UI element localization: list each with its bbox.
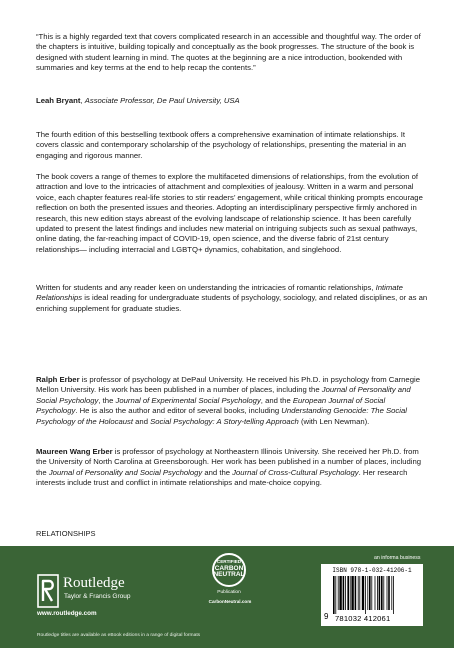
barcode-bar xyxy=(343,576,345,610)
barcode-bar xyxy=(387,576,388,610)
barcode-bar xyxy=(367,576,368,610)
barcode-bars xyxy=(333,576,419,614)
description-paragraph-2: The book covers a range of themes to explore the multifaceted dimensions of relationships, from the evolution of attraction and love to the intricacies of attachment and complexities of jealousy. Written in a warm and personal voice, each chapter features real-life stories to stir readers’ engagement, while critical thinking prompts encourage reflection on both the presented issues and theories. Adopting an interdisciplinary perspective firmly anchored in research, this new edition stays abreast of the evolving landscape of relationship science. It has been carefully updated to present the latest findings and includes new material on intriguing subjects such as sexual pathways, online dating, the far-reaching impact of COVID-19, open science, and the diverse fabric of 21st century relationships— including interracial and LGBTQ+ dynamics, cohabitation, and singlehood. xyxy=(36,172,423,254)
description-paragraph-3: Written for students and any reader keen on understanding the intricacies of romantic relationships, Intimate Relationships is ideal reading for undergraduate students of psychology, sociology, and related disciplines, or as an enriching supplement for graduate studies. xyxy=(36,283,428,313)
barcode-bar xyxy=(375,576,376,610)
description-paragraph-1: The fourth edition of this bestselling textbook offers a comprehensive examination of intimate relationships. It covers classic and contemporary scholarship of the psychology of relationships, presenting the material in an engaging and rigorous manner. xyxy=(36,130,407,160)
carbon-publication: Publication xyxy=(217,590,241,595)
author-bio-2: Maureen Wang Erber is professor of psychology at Northeastern Illinois University. She received her Ph.D. from the University of North Carolina at Greensborough. Her work has been published in a number of places, including the Journal of Personality and Social Psychology and the Journal of Cross-Cultural Psychology. Her research interests include trust and conflict in intimate relationships and mate-choice copying. xyxy=(36,447,422,488)
publisher-group: Taylor & Francis Group xyxy=(64,593,131,600)
ebook-note: Routledge titles are available as eBook editions in a range of digital formats xyxy=(37,633,201,638)
barcode-bar xyxy=(338,576,339,610)
author-name-2: Maureen Wang Erber xyxy=(36,447,113,456)
isbn-label: ISBN 978-1-032-41206-1 xyxy=(332,567,412,574)
routledge-logo xyxy=(37,574,167,617)
barcode-bar xyxy=(393,576,394,614)
carbon-certified: CERTIFIED xyxy=(216,559,242,564)
barcode-bar xyxy=(365,576,366,614)
routledge-r-icon xyxy=(37,574,59,608)
barcode-bar xyxy=(333,576,335,614)
barcode-bar xyxy=(345,576,346,610)
barcode-bar xyxy=(377,576,378,610)
barcode-bar xyxy=(359,576,360,610)
barcode-bar xyxy=(362,576,364,610)
barcode-bar xyxy=(391,576,392,610)
publisher-url: www.routledge.com xyxy=(37,610,97,617)
informa-tagline: an informa business xyxy=(374,555,421,561)
isbn-barcode xyxy=(321,564,423,626)
barcode-bar xyxy=(355,576,357,610)
barcode-bar xyxy=(351,576,353,610)
quote-author-role: Associate Professor, De Paul University, USA xyxy=(84,96,240,105)
barcode-bar xyxy=(371,576,372,610)
barcode-first-digit: 9 xyxy=(324,612,329,621)
barcode-bar xyxy=(381,576,383,610)
barcode-bar xyxy=(379,576,381,610)
subject-category: RELATIONSHIPS xyxy=(36,529,96,538)
carbon-url: CarbonNeutral.com xyxy=(208,599,252,604)
quote-attribution: Leah Bryant, Associate Professor, De Paul University, USA xyxy=(36,96,240,105)
barcode-bar xyxy=(347,576,349,610)
review-quote: “This is a highly regarded text that covers complicated research in an accessible and thoughtful way. The order of the chapters is intuitive, building topically and conceptually as the book progresses. The structure of the book is designed with student learning in mind. The quotes at the beginning are a nice introduction, bookended with summaries and key terms at the end to help recap the contents.” xyxy=(36,32,421,73)
barcode-digits: 781032 412061 xyxy=(335,614,391,623)
author-name-1: Ralph Erber xyxy=(36,375,80,384)
quote-author: Leah Bryant xyxy=(36,96,81,105)
barcode-bar xyxy=(383,576,384,610)
carbon-title: CARBON NEUTRAL xyxy=(213,565,245,578)
barcode-bar xyxy=(369,576,371,610)
carbon-neutral-badge xyxy=(206,553,256,623)
publisher-name: Routledge xyxy=(63,575,125,591)
book-title: Intimate Relationships xyxy=(36,283,403,303)
barcode-bar xyxy=(350,576,351,610)
author-bio-1: Ralph Erber is professor of psychology at DePaul University. He received his Ph.D. in psychology from Carnegie Mellon University. His work has been published in a number of places, including the Journal of Personality and Social Psychology, the Journal of Experimental Social Psychology, and the European Journal of Social Psychology. He is also the author and editor of several books, including Understanding Genocide: The Social Psychology of the Holocaust and Social Psychology: A Story-telling Approach (with Len Newman). xyxy=(36,375,420,426)
barcode-bar xyxy=(335,576,336,614)
barcode-bar xyxy=(388,576,390,610)
barcode-bar xyxy=(339,576,341,610)
barcode-bar xyxy=(358,576,359,610)
